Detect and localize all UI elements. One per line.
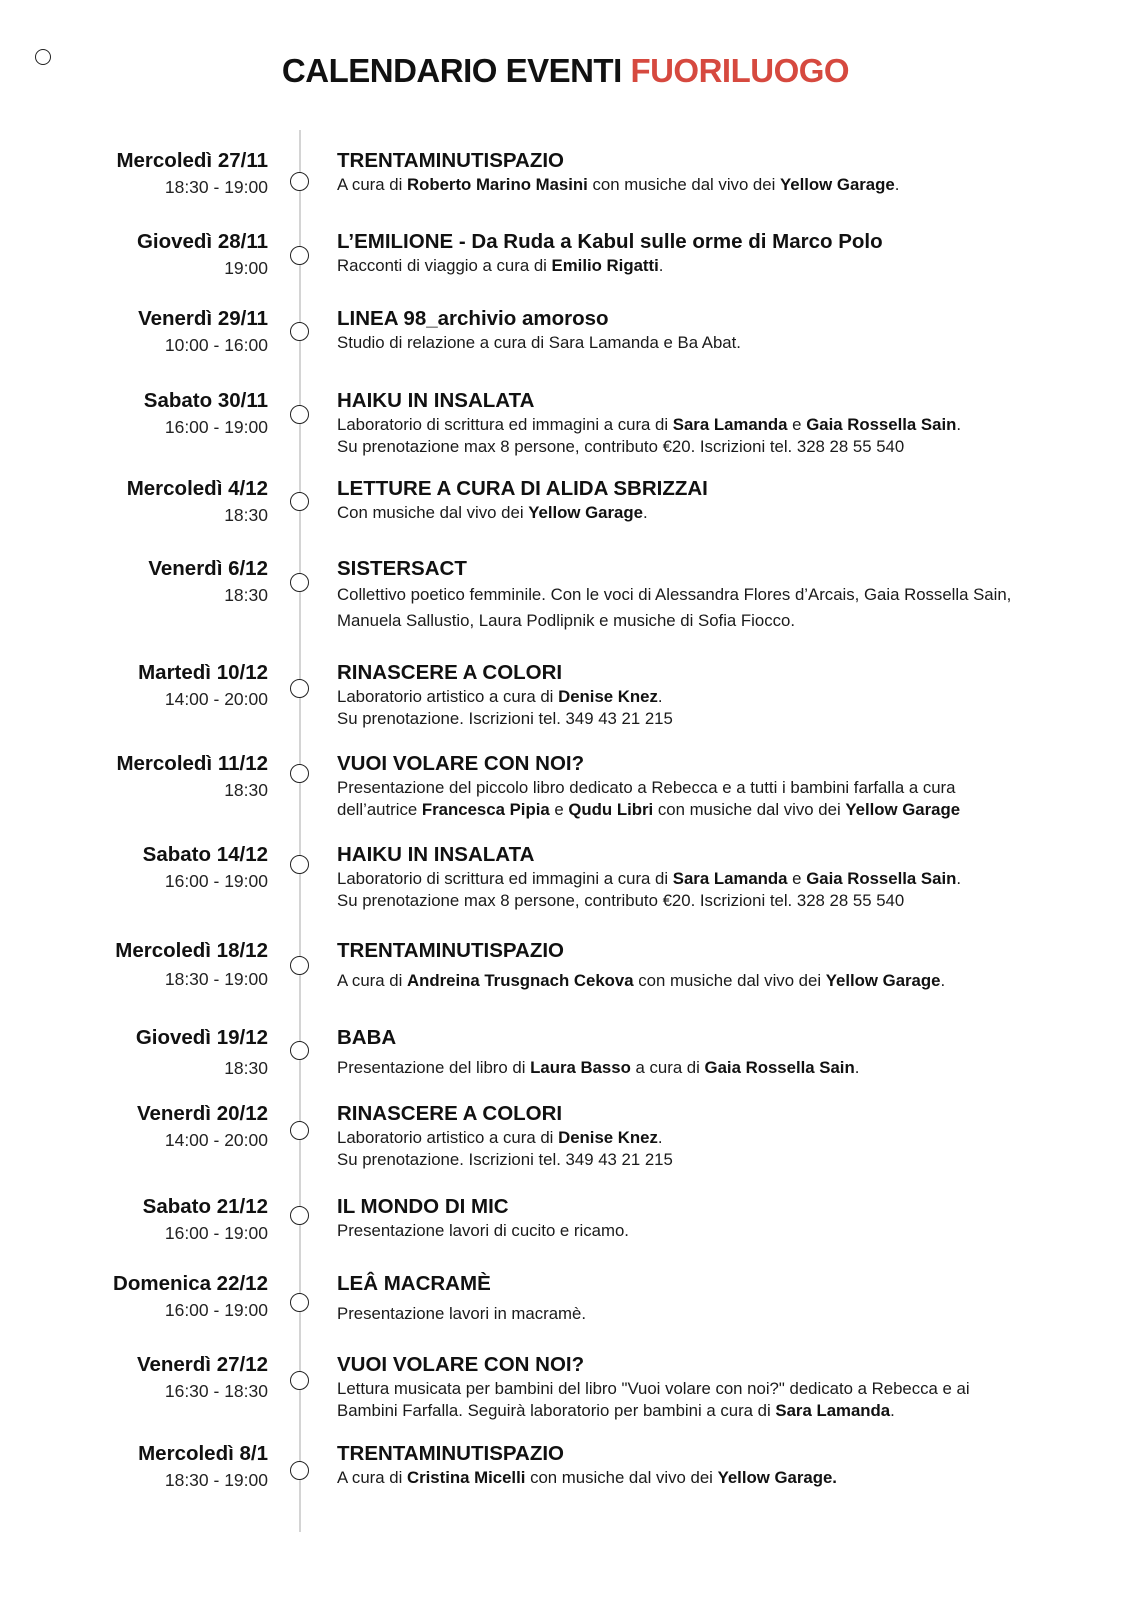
highlighted-name: Andreina Trusgnach Cekova	[406, 971, 634, 990]
event-content	[337, 1194, 1097, 1242]
event-time: 16:30 - 18:30	[164, 1381, 268, 1401]
event-time: 14:00 - 20:00	[164, 689, 268, 709]
description-text: Lettura musicata per bambini del libro "Vuoi volare con noi?" dedicato a Rebecca e ai	[337, 1379, 970, 1398]
description-text: con musiche dal vivo dei	[633, 971, 826, 990]
event-date	[8, 229, 268, 281]
highlighted-name: Yellow Garage	[528, 503, 643, 522]
description-line	[337, 1149, 1097, 1171]
event-date	[8, 751, 268, 803]
description-text: Su prenotazione. Iscrizioni tel. 349 43 21 215	[337, 709, 673, 728]
page-title	[0, 52, 1131, 90]
event-content	[337, 1025, 1097, 1079]
event-day: Venerdì 20/12	[136, 1102, 268, 1125]
event-time: 18:30 - 19:00	[164, 1470, 268, 1490]
description-text: A cura di	[337, 1468, 407, 1487]
description-text: a cura di	[630, 1058, 705, 1077]
description-text: .	[890, 1401, 895, 1420]
event-content	[337, 229, 1097, 277]
event-content	[337, 938, 1097, 992]
event-time: 16:00 - 19:00	[164, 1300, 268, 1320]
timeline-dot-icon	[290, 573, 309, 592]
timeline-dot-icon	[290, 1293, 309, 1312]
event-date	[8, 1271, 268, 1323]
event-description	[337, 582, 1097, 634]
event-title: HAIKU IN INSALATA	[337, 389, 535, 412]
event-date	[8, 1101, 268, 1153]
event-title: LINEA 98_archivio amoroso	[337, 307, 609, 330]
event-title: SISTERSACT	[337, 557, 467, 580]
description-text: e	[549, 800, 569, 819]
event-day: Venerdì 29/11	[138, 307, 268, 330]
description-text: .	[658, 256, 664, 275]
event-time: 16:00 - 19:00	[164, 1223, 268, 1243]
event-time: 14:00 - 20:00	[164, 1130, 268, 1150]
event-date	[8, 388, 268, 440]
event-day: Mercoledì 11/12	[116, 752, 268, 775]
timeline-dot-icon	[290, 1121, 309, 1140]
event-time: 18:30	[224, 505, 268, 525]
description-text: Su prenotazione max 8 persone, contributo €20. Iscrizioni tel. 328 28 55 540	[337, 437, 905, 456]
event-content	[337, 1271, 1097, 1325]
event-title: LETTURE A CURA DI ALIDA SBRIZZAI	[337, 477, 708, 500]
highlighted-name: Roberto Marino Masini	[406, 175, 588, 194]
event-time: 10:00 - 16:00	[164, 335, 268, 355]
event-content	[337, 842, 1097, 912]
event-description	[337, 868, 1097, 912]
event-title: VUOI VOLARE CON NOI?	[337, 1353, 585, 1376]
event-day: Mercoledì 18/12	[115, 939, 268, 962]
event-description	[337, 255, 1097, 277]
event-time: 16:00 - 19:00	[164, 871, 268, 891]
description-line	[337, 868, 1097, 890]
description-line	[337, 1467, 1097, 1489]
event-title: IL MONDO DI MIC	[337, 1195, 509, 1218]
description-text: con musiche dal vivo dei	[653, 800, 846, 819]
event-title: HAIKU IN INSALATA	[337, 843, 535, 866]
highlighted-name: Gaia Rossella Sain	[806, 869, 957, 888]
event-day: Sabato 21/12	[142, 1195, 268, 1218]
description-text: Laboratorio artistico a cura di	[337, 687, 559, 706]
description-line	[337, 332, 1097, 354]
event-title: TRENTAMINUTISPAZIO	[337, 939, 565, 962]
description-text: Presentazione lavori in macramè.	[337, 1304, 587, 1323]
description-text: Presentazione del piccolo libro dedicato a Rebecca e a tutti i bambini farfalla a cura	[337, 778, 956, 797]
event-time: 18:30 - 19:00	[164, 177, 268, 197]
description-line	[337, 777, 1097, 799]
timeline-dot-icon	[290, 322, 309, 341]
event-description	[337, 686, 1097, 730]
event-date	[8, 938, 268, 992]
event-day: Sabato 30/11	[143, 389, 268, 412]
event-title: L’EMILIONE - Da Ruda a Kabul sulle orme di Marco Polo	[337, 230, 883, 253]
event-description	[337, 777, 1097, 821]
event-day: Sabato 14/12	[142, 843, 268, 866]
event-content	[337, 306, 1097, 354]
highlighted-name: Sara Lamanda	[775, 1401, 891, 1420]
event-title: TRENTAMINUTISPAZIO	[337, 149, 565, 172]
event-date	[8, 556, 268, 608]
highlighted-name: Sara Lamanda	[672, 415, 788, 434]
event-day: Venerdì 6/12	[148, 557, 268, 580]
event-date	[8, 476, 268, 528]
description-text: Presentazione del libro di	[337, 1058, 531, 1077]
highlighted-name: Denise Knez	[558, 687, 658, 706]
timeline-dot-icon	[290, 405, 309, 424]
title-accent: FUORILUOGO	[630, 52, 850, 89]
description-text: Laboratorio di scrittura ed immagini a cura di	[337, 869, 673, 888]
description-text: con musiche dal vivo dei	[525, 1468, 718, 1487]
event-content	[337, 660, 1097, 730]
description-line	[337, 414, 1097, 436]
timeline-dot-icon	[290, 1461, 309, 1480]
event-content	[337, 556, 1097, 634]
description-line	[337, 1127, 1097, 1149]
description-line	[337, 1303, 1097, 1325]
event-time: 18:30	[224, 1058, 268, 1078]
event-content	[337, 148, 1097, 196]
event-description	[337, 1127, 1097, 1171]
event-day: Mercoledì 27/11	[116, 149, 268, 172]
event-date	[8, 1025, 268, 1081]
description-text: e	[787, 415, 807, 434]
description-text: Su prenotazione. Iscrizioni tel. 349 43 21 215	[337, 1150, 673, 1169]
event-description	[337, 1303, 1097, 1325]
description-line	[337, 708, 1097, 730]
description-text: Con musiche dal vivo dei	[337, 503, 529, 522]
event-description	[337, 174, 1097, 196]
description-line	[337, 1057, 1097, 1079]
event-content	[337, 1101, 1097, 1171]
highlighted-name: Francesca Pipia	[421, 800, 550, 819]
event-description	[337, 332, 1097, 354]
event-day: Venerdì 27/12	[136, 1353, 268, 1376]
event-content	[337, 476, 1097, 524]
description-line	[337, 686, 1097, 708]
description-text: e	[787, 869, 807, 888]
event-description	[337, 1220, 1097, 1242]
description-text: .	[956, 415, 962, 434]
description-text: A cura di	[337, 175, 407, 194]
event-day: Martedì 10/12	[138, 661, 268, 684]
event-date	[8, 148, 268, 200]
highlighted-name: Sara Lamanda	[672, 869, 788, 888]
event-day: Domenica 22/12	[113, 1272, 268, 1295]
description-text: .	[894, 175, 900, 194]
event-time: 19:00	[224, 258, 268, 278]
description-text: Laboratorio di scrittura ed immagini a cura di	[337, 415, 673, 434]
description-text: Laboratorio artistico a cura di	[337, 1128, 559, 1147]
description-line	[337, 502, 1097, 524]
event-title: TRENTAMINUTISPAZIO	[337, 1442, 565, 1465]
description-line	[337, 255, 1097, 277]
event-description	[337, 1057, 1097, 1079]
event-date	[8, 1441, 268, 1493]
event-description	[337, 1378, 1097, 1422]
timeline-dot-icon	[290, 1371, 309, 1390]
highlighted-name: Yellow Garage	[825, 971, 941, 990]
highlighted-name: Gaia Rossella Sain	[806, 415, 957, 434]
description-text: .	[940, 971, 946, 990]
event-time: 18:30	[224, 780, 268, 800]
description-text: A cura di	[337, 971, 407, 990]
description-text: .	[657, 1128, 663, 1147]
description-text: .	[642, 503, 648, 522]
event-title: VUOI VOLARE CON NOI?	[337, 752, 585, 775]
event-title: RINASCERE A COLORI	[337, 1102, 563, 1125]
description-text: Collettivo poetico femminile. Con le voci di Alessandra Flores d’Arcais, Gaia Rossella Sain,	[337, 585, 1012, 604]
event-title: RINASCERE A COLORI	[337, 661, 563, 684]
event-date	[8, 660, 268, 712]
highlighted-name: Gaia Rossella Sain	[704, 1058, 855, 1077]
description-text: dell’autrice	[337, 800, 422, 819]
event-day: Mercoledì 8/1	[138, 1442, 268, 1465]
event-time: 16:00 - 19:00	[164, 417, 268, 437]
description-text: Studio di relazione a cura di Sara Lamanda e Ba Abat.	[337, 333, 741, 352]
event-date	[8, 842, 268, 894]
event-content	[337, 751, 1097, 821]
highlighted-name: Emilio Rigatti	[551, 256, 659, 275]
event-description	[337, 414, 1097, 458]
description-line	[337, 436, 1097, 458]
event-time: 18:30	[224, 585, 268, 605]
description-line	[337, 1400, 1097, 1422]
highlighted-name: Yellow Garage	[845, 800, 961, 819]
highlighted-name: Laura Basso	[530, 1058, 631, 1077]
event-content	[337, 1352, 1097, 1422]
event-description	[337, 502, 1097, 524]
timeline-dot-icon	[290, 246, 309, 265]
timeline-dot-icon	[290, 492, 309, 511]
description-line	[337, 890, 1097, 912]
timeline-dot-icon	[290, 1041, 309, 1060]
description-text: Su prenotazione max 8 persone, contributo €20. Iscrizioni tel. 328 28 55 540	[337, 891, 905, 910]
event-description	[337, 970, 1097, 992]
highlighted-name: Qudu Libri	[568, 800, 654, 819]
description-line	[337, 799, 1097, 821]
description-text: Presentazione lavori di cucito e ricamo.	[337, 1221, 629, 1240]
timeline-dot-icon	[290, 172, 309, 191]
description-line	[337, 608, 1097, 634]
event-date	[8, 1352, 268, 1404]
event-description	[337, 1467, 1097, 1489]
description-text: Bambini Farfalla. Seguirà laboratorio per bambini a cura di	[337, 1401, 776, 1420]
event-content	[337, 1441, 1097, 1489]
description-line	[337, 1378, 1097, 1400]
description-line	[337, 1220, 1097, 1242]
description-text: Racconti di viaggio a cura di	[337, 256, 552, 275]
description-text: .	[657, 687, 663, 706]
timeline-dot-icon	[290, 956, 309, 975]
description-text: .	[854, 1058, 860, 1077]
description-line	[337, 970, 1097, 992]
event-day: Mercoledì 4/12	[126, 477, 268, 500]
description-text: .	[956, 869, 962, 888]
timeline-dot-icon	[290, 855, 309, 874]
event-time: 18:30 - 19:00	[164, 969, 268, 989]
event-title: BABA	[337, 1026, 397, 1049]
highlighted-name: Denise Knez	[558, 1128, 658, 1147]
timeline-dot-icon	[290, 764, 309, 783]
description-line	[337, 582, 1097, 608]
highlighted-name: Yellow Garage	[780, 175, 895, 194]
timeline-dot-icon	[290, 679, 309, 698]
description-text: con musiche dal vivo dei	[587, 175, 780, 194]
event-day: Giovedì 19/12	[135, 1026, 268, 1049]
event-day: Giovedì 28/11	[136, 230, 268, 253]
event-title: LEÂ MACRAMÈ	[337, 1272, 491, 1295]
description-text: Manuela Sallustio, Laura Podlipnik e musiche di Sofia Fiocco.	[337, 611, 796, 630]
description-line	[337, 174, 1097, 196]
timeline-dot-icon	[290, 1206, 309, 1225]
event-content	[337, 388, 1097, 458]
event-date	[8, 1194, 268, 1246]
highlighted-name: Yellow Garage.	[717, 1468, 837, 1487]
highlighted-name: Cristina Micelli	[406, 1468, 526, 1487]
title-main: CALENDARIO EVENTI	[281, 52, 622, 89]
event-date	[8, 306, 268, 358]
